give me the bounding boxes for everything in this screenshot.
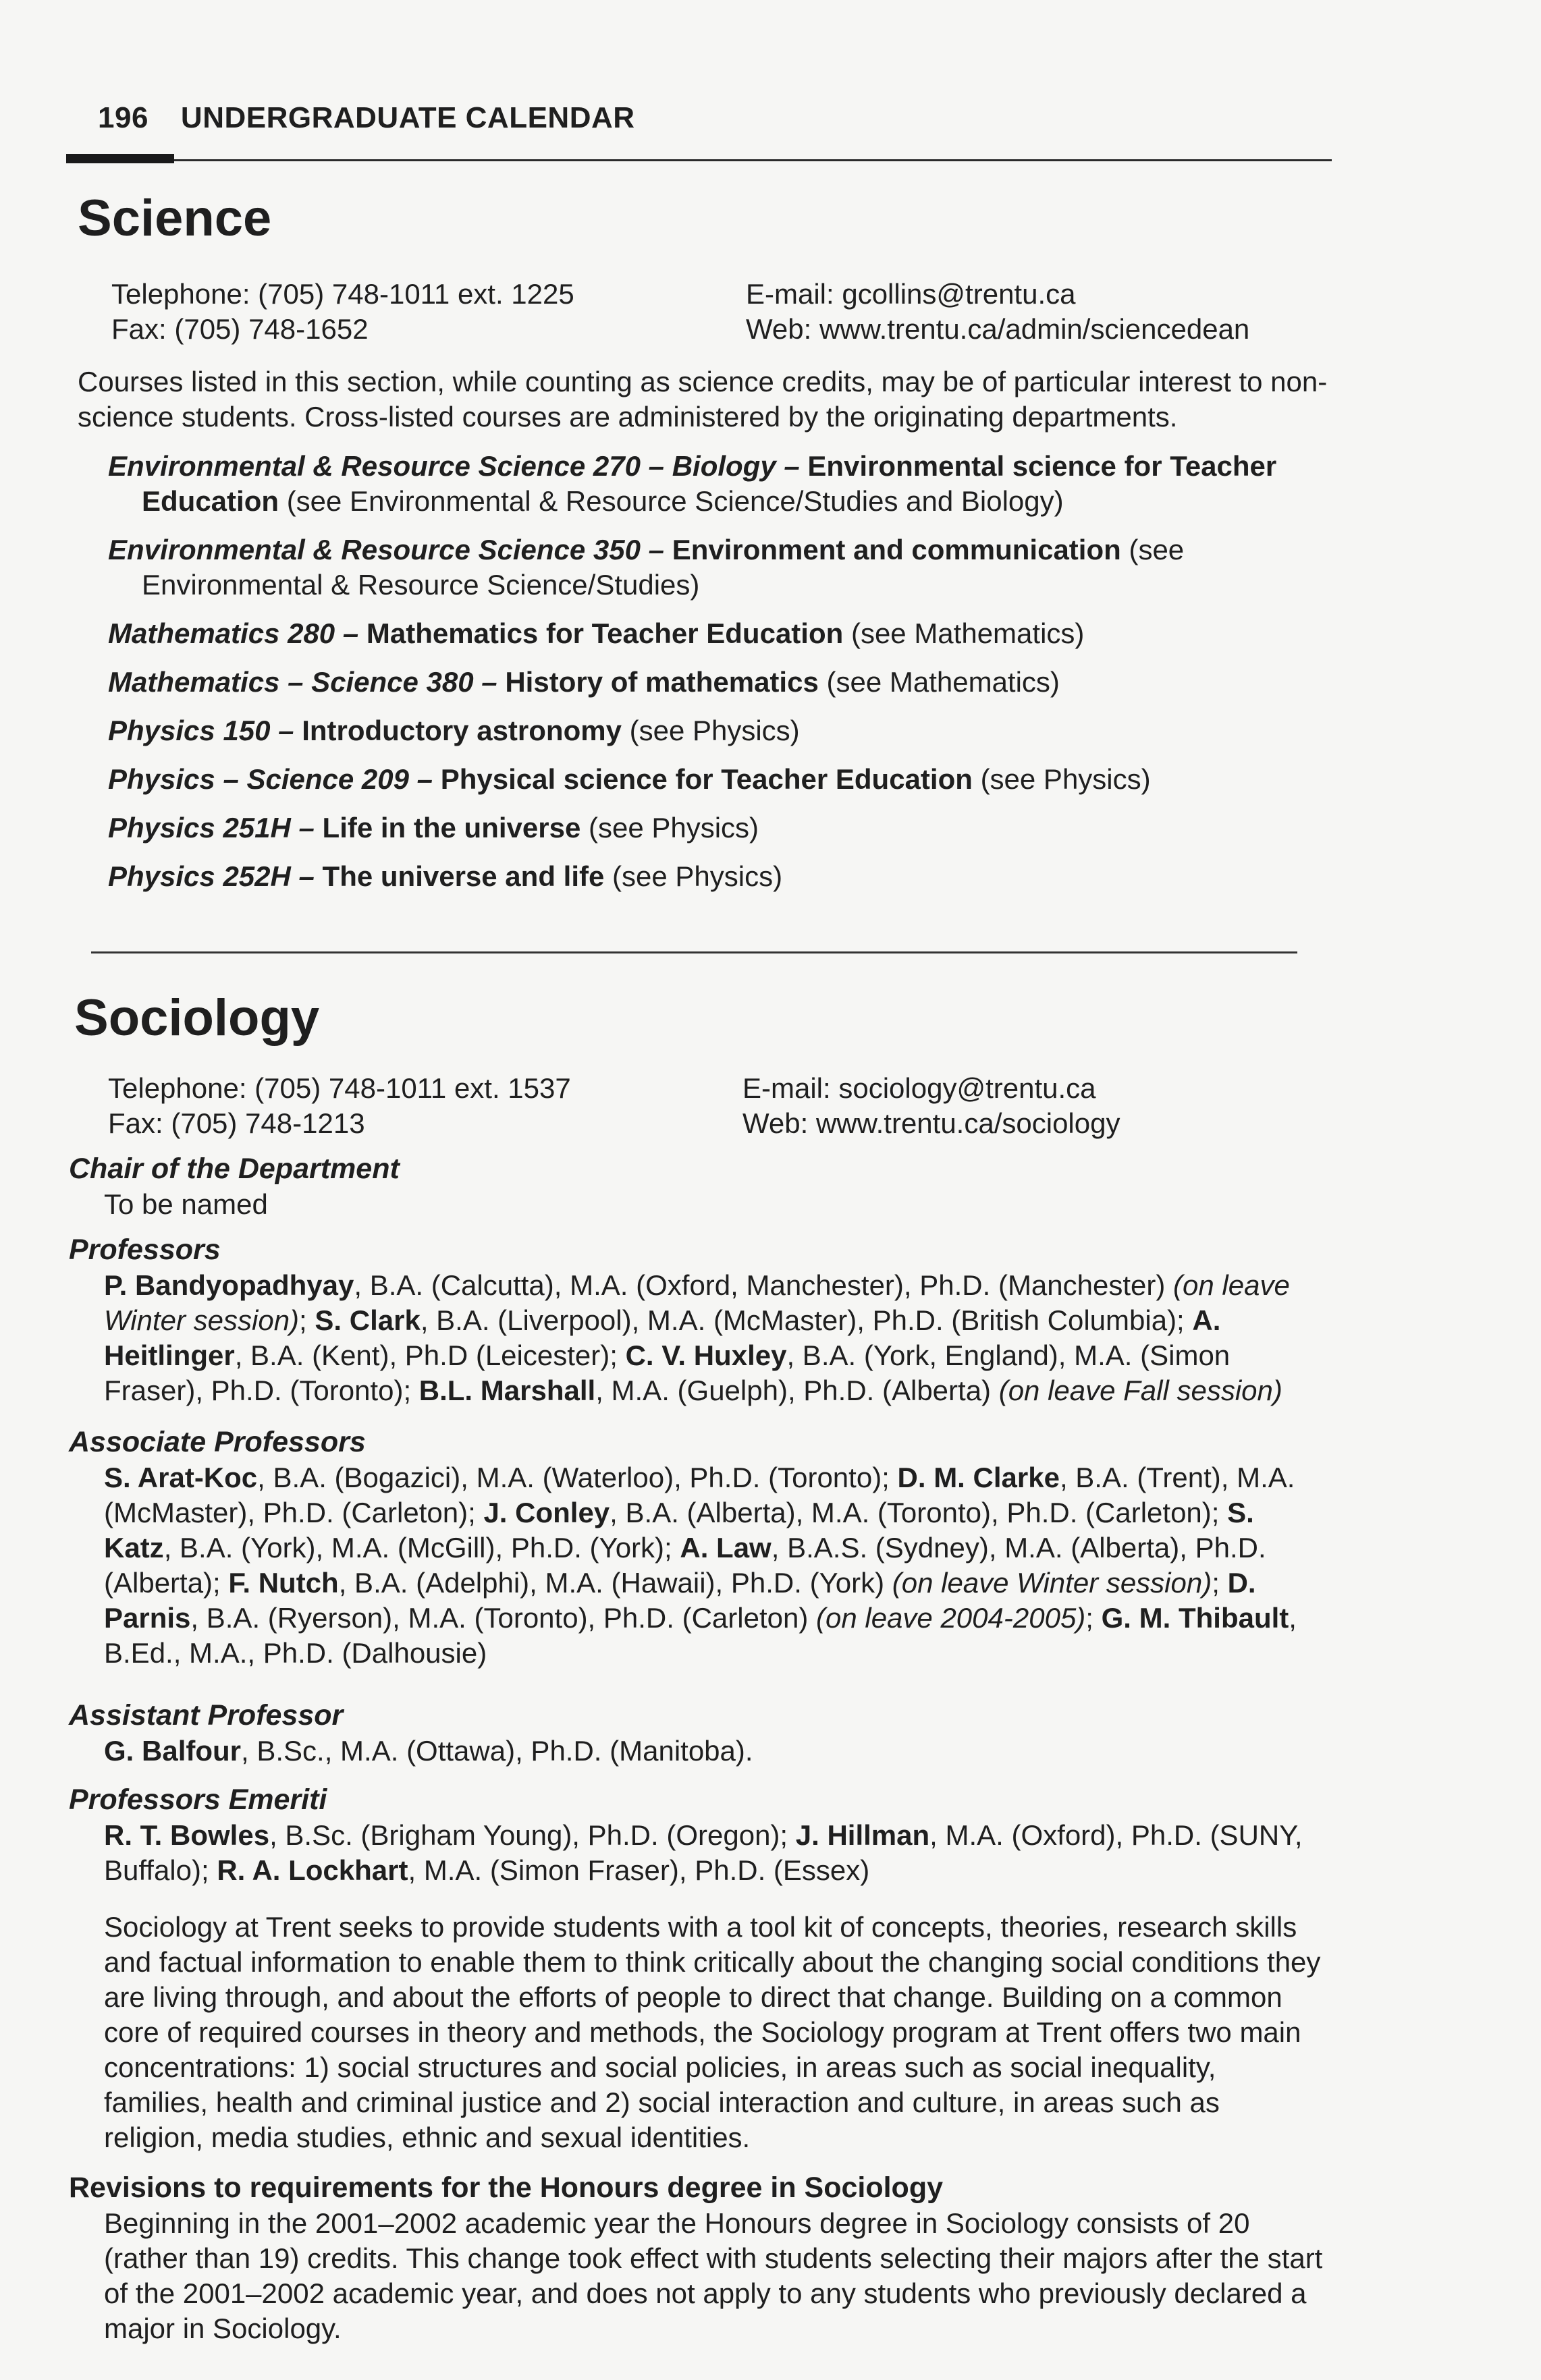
faculty-degrees: , B.Ed., M.A., Ph.D. (Dalhousie) — [104, 1602, 1297, 1669]
course-note: (see Physics) — [612, 860, 783, 892]
faculty-degrees: , B.A. (Adelphi), M.A. (Hawaii), Ph.D. (York) — [338, 1567, 892, 1599]
sociology-web: Web: www.trentu.ca/sociology — [742, 1107, 1120, 1139]
associate-professors-heading: Associate Professors — [69, 1426, 366, 1458]
science-telephone: Telephone: (705) 748-1011 ext. 1225 — [111, 278, 574, 310]
leave-note: (on leave Winter session) — [892, 1567, 1212, 1599]
course-number: Physics 150 – — [108, 715, 294, 746]
course-item — [108, 665, 1323, 700]
course-title: The universe and life — [322, 860, 605, 892]
sociology-fax: Fax: (705) 748-1213 — [108, 1107, 365, 1139]
course-item — [108, 810, 1323, 846]
course-number: Environmental & Resource Science 350 – — [108, 534, 665, 565]
course-item — [108, 616, 1323, 651]
course-number: Physics 251H – — [108, 812, 315, 843]
sociology-email: E-mail: sociology@trentu.ca — [742, 1072, 1096, 1104]
course-title: History of mathematics — [505, 666, 819, 698]
faculty-degrees: , M.A. (Simon Fraser), Ph.D. (Essex) — [408, 1854, 870, 1886]
faculty-name: F. Nutch — [228, 1567, 339, 1599]
course-number: Mathematics – Science 380 – — [108, 666, 497, 698]
faculty-degrees: , M.A. (Oxford), Ph.D. (SUNY, Buffalo); — [104, 1819, 1303, 1886]
faculty-name: J. Hillman — [795, 1819, 930, 1851]
course-note: (see Mathematics) — [826, 666, 1060, 698]
faculty-degrees: , B.Sc., M.A. (Ottawa), Ph.D. (Manitoba). — [241, 1735, 753, 1767]
course-title: Mathematics for Teacher Education — [366, 617, 844, 649]
course-title: Environmental science for Teacher Education — [142, 450, 1277, 517]
course-title: Environment and communication — [672, 534, 1121, 565]
faculty-name: A. Law — [680, 1532, 772, 1563]
revisions-text: Beginning in the 2001–2002 academic year the Honours degree in Sociology consists of 20 (rather than 19) credits. This change took effect with students selecting their majors after the start of the 2001–2002 academic year, and does not apply to any students who previously declared a major in Sociology. — [104, 2207, 1323, 2344]
faculty-name: P. Bandyopadhyay — [104, 1269, 354, 1301]
faculty-degrees: , B.Sc. (Brigham Young), Ph.D. (Oregon); — [269, 1819, 796, 1851]
faculty-name: C. V. Huxley — [625, 1339, 787, 1371]
course-number: Environmental & Resource Science 270 – Biology – — [108, 450, 800, 482]
science-intro-text: Courses listed in this section, while counting as science credits, may be of particular interest to non-science students. Cross-listed courses are administered by the originating departments. — [78, 366, 1328, 433]
faculty-name: D. Parnis — [104, 1567, 1256, 1634]
course-note: (see Physics) — [588, 812, 759, 843]
separator: ; — [1085, 1602, 1102, 1634]
faculty-name: S. Clark — [315, 1304, 421, 1336]
course-title: Life in the universe — [322, 812, 581, 843]
faculty-degrees: , B.A. (Trent), M.A. (McMaster), Ph.D. (Carleton); — [104, 1462, 1295, 1528]
chair-heading: Chair of the Department — [69, 1153, 400, 1185]
course-item — [108, 449, 1323, 519]
section-divider — [91, 951, 1297, 953]
course-note: (see Mathematics) — [850, 617, 1085, 649]
professors-list — [69, 1268, 1324, 1408]
course-note: (see Physics) — [980, 763, 1151, 795]
course-number: Physics 252H – — [108, 860, 315, 892]
faculty-degrees: , B.A. (Kent), Ph.D (Leicester); — [234, 1339, 626, 1371]
faculty-name: G. Balfour — [104, 1735, 242, 1767]
faculty-name: J. Conley — [483, 1497, 610, 1528]
science-course-list — [108, 449, 1323, 908]
professors-emeriti-heading: Professors Emeriti — [69, 1783, 327, 1816]
course-item — [108, 532, 1323, 603]
faculty-name: R. T. Bowles — [104, 1819, 270, 1851]
science-intro — [78, 364, 1333, 435]
separator: ; — [1212, 1567, 1228, 1599]
faculty-name: R. A. Lockhart — [217, 1854, 408, 1886]
assistant-professor-heading: Assistant Professor — [69, 1699, 344, 1732]
sociology-description: Sociology at Trent seeks to provide students with a tool kit of concepts, theories, research skills and factual information to enable them to think critically about the changing social conditions they are living through, and about the efforts of people to direct that change. Building on a common core of required courses in theory and methods, the Sociology program at Trent offers two main concentrations: 1) social structures and social policies, in areas such as social inequality, families, health and criminal justice and 2) social interaction and culture, in areas such as religion, media studies, ethnic and sexual identities. — [104, 1911, 1321, 2153]
course-item — [108, 713, 1323, 748]
course-item — [108, 859, 1323, 894]
course-item — [108, 762, 1323, 797]
associate-professors-list — [69, 1460, 1324, 1671]
faculty-name: G. M. Thibault — [1101, 1602, 1289, 1634]
science-fax: Fax: (705) 748-1652 — [111, 313, 369, 345]
chair-text: To be named — [104, 1188, 268, 1220]
header-rule — [66, 159, 1332, 161]
revisions-block — [69, 2169, 1324, 2346]
separator: ; — [299, 1304, 315, 1336]
sociology-contact-left — [108, 1071, 571, 1141]
faculty-degrees: , B.A. (Alberta), M.A. (Toronto), Ph.D. (Carleton); — [610, 1497, 1228, 1528]
professors-block — [69, 1231, 1324, 1408]
faculty-name: S. Arat-Koc — [104, 1462, 258, 1493]
faculty-degrees: , B.A.S. (Sydney), M.A. (Alberta), Ph.D. (Alberta); — [104, 1532, 1266, 1599]
page-number: 196 — [98, 101, 148, 134]
faculty-name: A. Heitlinger — [104, 1304, 1221, 1371]
faculty-degrees: , B.A. (York, England), M.A. (Simon Fraser), Ph.D. (Toronto); — [104, 1339, 1231, 1406]
leave-note: (on leave Fall session) — [998, 1375, 1282, 1406]
revisions-heading: Revisions to requirements for the Honours degree in Sociology — [69, 2171, 943, 2204]
science-title: Science — [78, 190, 272, 247]
faculty-degrees: , B.A. (Calcutta), M.A. (Oxford, Manchester), Ph.D. (Manchester) — [354, 1269, 1174, 1301]
sociology-contact-right — [742, 1071, 1120, 1141]
professors-emeriti-block — [69, 1781, 1324, 1888]
course-note: (see Environmental & Resource Science/Studies) — [142, 534, 1185, 601]
faculty-degrees: , B.A. (Bogazici), M.A. (Waterloo), Ph.D. (Toronto); — [257, 1462, 898, 1493]
course-note: (see Environmental & Resource Science/Studies and Biology) — [286, 485, 1064, 517]
course-number: Mathematics 280 – — [108, 617, 359, 649]
faculty-degrees: , B.A. (Ryerson), M.A. (Toronto), Ph.D. (Carleton) — [190, 1602, 816, 1634]
sociology-title: Sociology — [74, 989, 320, 1047]
course-number: Physics – Science 209 – — [108, 763, 433, 795]
faculty-name: B.L. Marshall — [418, 1375, 596, 1406]
professors-heading: Professors — [69, 1234, 221, 1266]
sociology-telephone: Telephone: (705) 748-1011 ext. 1537 — [108, 1072, 571, 1104]
associate-professors-block — [69, 1424, 1324, 1671]
assistant-professor-list — [69, 1734, 1324, 1769]
course-title: Introductory astronomy — [302, 715, 622, 746]
leave-note: (on leave 2004-2005) — [816, 1602, 1086, 1634]
chair-block — [69, 1151, 1324, 1222]
running-title: UNDERGRADUATE CALENDAR — [180, 101, 635, 134]
science-contact-left — [111, 277, 574, 347]
faculty-degrees: , M.A. (Guelph), Ph.D. (Alberta) — [595, 1375, 999, 1406]
course-title: Physical science for Teacher Education — [440, 763, 973, 795]
assistant-professor-block — [69, 1697, 1324, 1769]
faculty-name: D. M. Clarke — [897, 1462, 1060, 1493]
professors-emeriti-list — [69, 1818, 1324, 1888]
science-email: E-mail: gcollins@trentu.ca — [746, 278, 1076, 310]
running-head — [98, 101, 635, 135]
science-web: Web: www.trentu.ca/admin/sciencedean — [746, 313, 1250, 345]
faculty-degrees: , B.A. (Liverpool), M.A. (McMaster), Ph.D. (British Columbia); — [420, 1304, 1193, 1336]
faculty-degrees: , B.A. (York), M.A. (McGill), Ph.D. (York); — [163, 1532, 680, 1563]
faculty-name: S. Katz — [104, 1497, 1254, 1563]
course-note: (see Physics) — [629, 715, 800, 746]
leave-note: (on leave Winter session) — [104, 1269, 1290, 1336]
science-contact-right — [746, 277, 1249, 347]
header-rule-block — [66, 154, 174, 163]
